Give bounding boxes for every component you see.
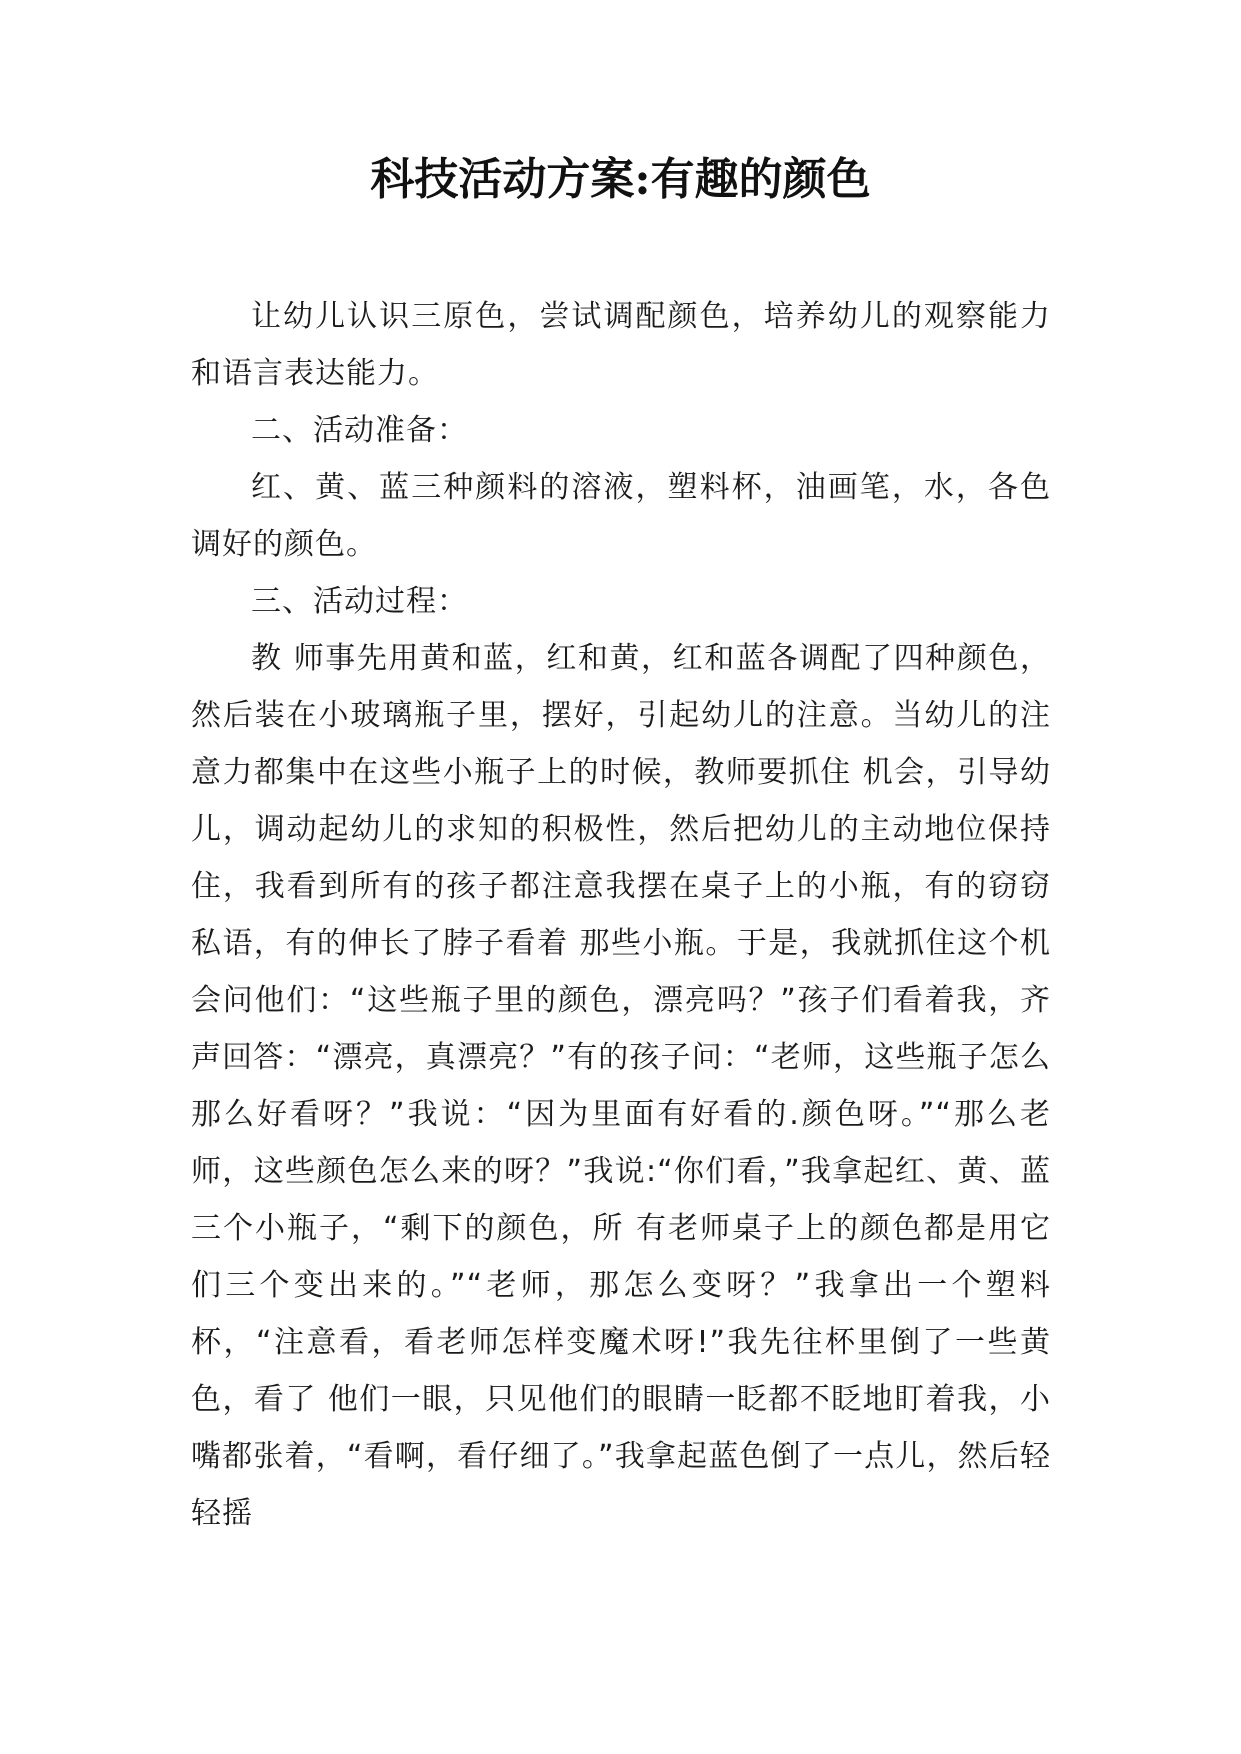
paragraph-goal: 让幼儿认识三原色，尝试调配颜色，培养幼儿的观察能力和语言表达能力。 bbox=[191, 299, 1051, 391]
section-heading-process: 三、活动过程： bbox=[251, 584, 468, 619]
paragraph-process: 教 师事先用黄和蓝，红和黄，红和蓝各调配了四种颜色，然后装在小玻璃瓶子里，摆好，引起幼儿的注意。当幼儿的注意力都集中在这些小瓶子上的时候，教师要抓住 机会，引导幼儿，调动起幼儿的求知的积极性，然后把幼儿的主动地位保持住，我看到所有的孩子都注意我摆在桌子上的小瓶，有的窃窃私语，有的伸长了脖子看着 那些小瓶。于是，我就抓住这个机会问他们：“这些瓶子里的颜色，漂亮吗？”孩子们看着我，齐声回答：“漂亮，真漂亮？”有的孩子问：“老师，这些瓶子怎么 那么好看呀？”我说：“因为里面有好看的.颜色呀。”“那么老师，这些颜色怎么来的呀？”我说:“你们看，”我拿起红、黄、蓝三个小瓶子，“剩下的颜色，所 有老师桌子上的颜色都是用它们三个变出来的。”“老师，那怎么变呀？”我拿出一个塑料杯，“注意看，看老师怎样变魔术呀!”我先往杯里倒了一些黄色，看了 他们一眼，只见他们的眼睛一眨都不眨地盯着我，小嘴都张着，“看啊，看仔细了。”我拿起蓝色倒了一点儿，然后轻轻摇 bbox=[191, 641, 1051, 1531]
paragraph-materials: 红、黄、蓝三种颜料的溶液，塑料杯，油画笔，水，各色调好的颜色。 bbox=[191, 470, 1051, 562]
document-body bbox=[191, 288, 1051, 1542]
section-heading-preparation: 二、活动准备： bbox=[251, 413, 468, 448]
document-title: 科技活动方案:有趣的颜色 bbox=[370, 154, 871, 205]
